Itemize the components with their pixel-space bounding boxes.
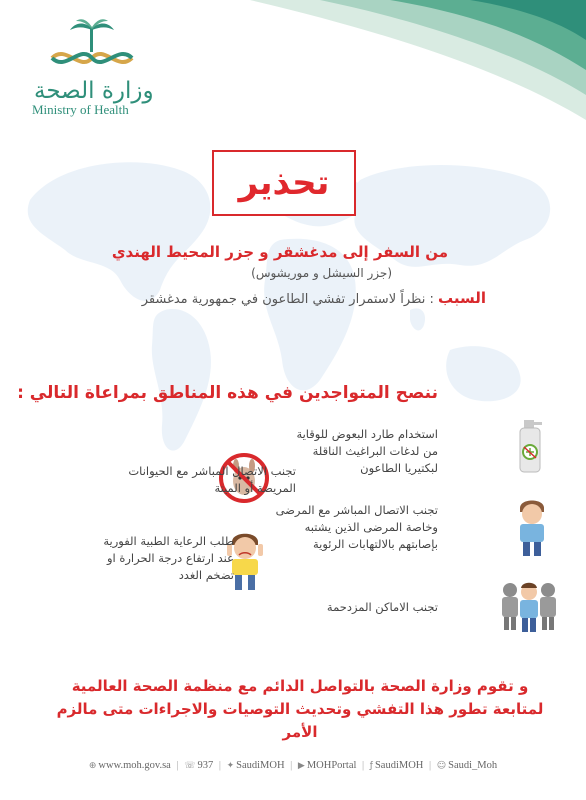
closing-line-2: لمتابعة تطور هذا التفشي وتحديث التوصيات والاجراءات متى مالزم الأمر (56, 700, 544, 741)
footer-twitter[interactable]: SaudiMOH (236, 760, 285, 771)
reason-text: : نظراً لاستمرار تفشي الطاعون في جمهورية مدغشقر (141, 292, 438, 307)
footer-facebook[interactable]: SaudiMOH (374, 760, 424, 771)
logo-arabic-name: وزارة الصحة (34, 78, 154, 104)
tip-avoid-animals: تجنب الاتصال المباشر مع الحيوانات المريضة أو الميتة (128, 464, 296, 495)
globe-icon: ⊕ (88, 761, 97, 771)
recommendations-heading: ننصح المتواجدين في هذه المناطق بمراعاة التالي : (17, 383, 438, 403)
closing-line-1: و تقوم وزارة الصحة بالتواصل الدائم مع منظمة الصحة العالمية (71, 677, 529, 695)
twitter-icon: ✦ (226, 761, 235, 771)
footer-website[interactable]: www.moh.gov.sa (98, 760, 171, 771)
footer-snapchat[interactable]: Saudi_Moh (448, 760, 498, 771)
phone-icon: ☏ (184, 761, 196, 771)
moh-emblem-icon (46, 18, 138, 76)
divider: | (362, 760, 365, 771)
facebook-icon: ƒ (369, 761, 373, 771)
snapchat-icon: ☺ (436, 761, 447, 771)
crowd-icon (498, 578, 560, 632)
reason-label: السبب (437, 289, 486, 307)
divider: | (218, 760, 221, 771)
moh-logo (28, 18, 158, 118)
closing-statement (40, 675, 560, 744)
footer-contacts (0, 760, 586, 771)
warning-title: تحذير (238, 163, 330, 203)
tip-avoid-crowds: تجنب الاماكن المزدحمة (326, 600, 438, 614)
warning-subtitle-islands: (جزر السيشل و موريشوس) (251, 266, 392, 280)
divider: | (290, 760, 293, 771)
youtube-icon: ▶ (297, 761, 305, 771)
footer-phone[interactable]: 937 (197, 760, 214, 771)
person-icon (512, 496, 552, 556)
tip-avoid-patients: تجنب الاتصال المباشر مع المرضى وخاصة المرضى الذين يشتبه بإصابتهم بالالتهابات الرئوية (275, 503, 438, 551)
insect-repellent-icon (512, 420, 548, 474)
logo-english-name: Ministry of Health (32, 102, 129, 117)
reason-line (142, 289, 486, 307)
warning-box (212, 150, 356, 216)
tip-seek-medical-care: طلب الرعاية الطبية الفورية عند ارتفاع درجة الحرارة او تضخم الغدد (103, 534, 234, 582)
warning-subtitle: من السفر إلى مدغشقر و جزر المحيط الهندي (111, 243, 448, 261)
divider: | (429, 760, 432, 771)
tip-use-repellent: استخدام طارد البعوض للوقاية من لدغات البراغيث الناقلة لبكتيريا الطاعون (296, 427, 438, 475)
footer-youtube[interactable]: MOHPortal (306, 760, 357, 771)
divider: | (176, 760, 179, 771)
